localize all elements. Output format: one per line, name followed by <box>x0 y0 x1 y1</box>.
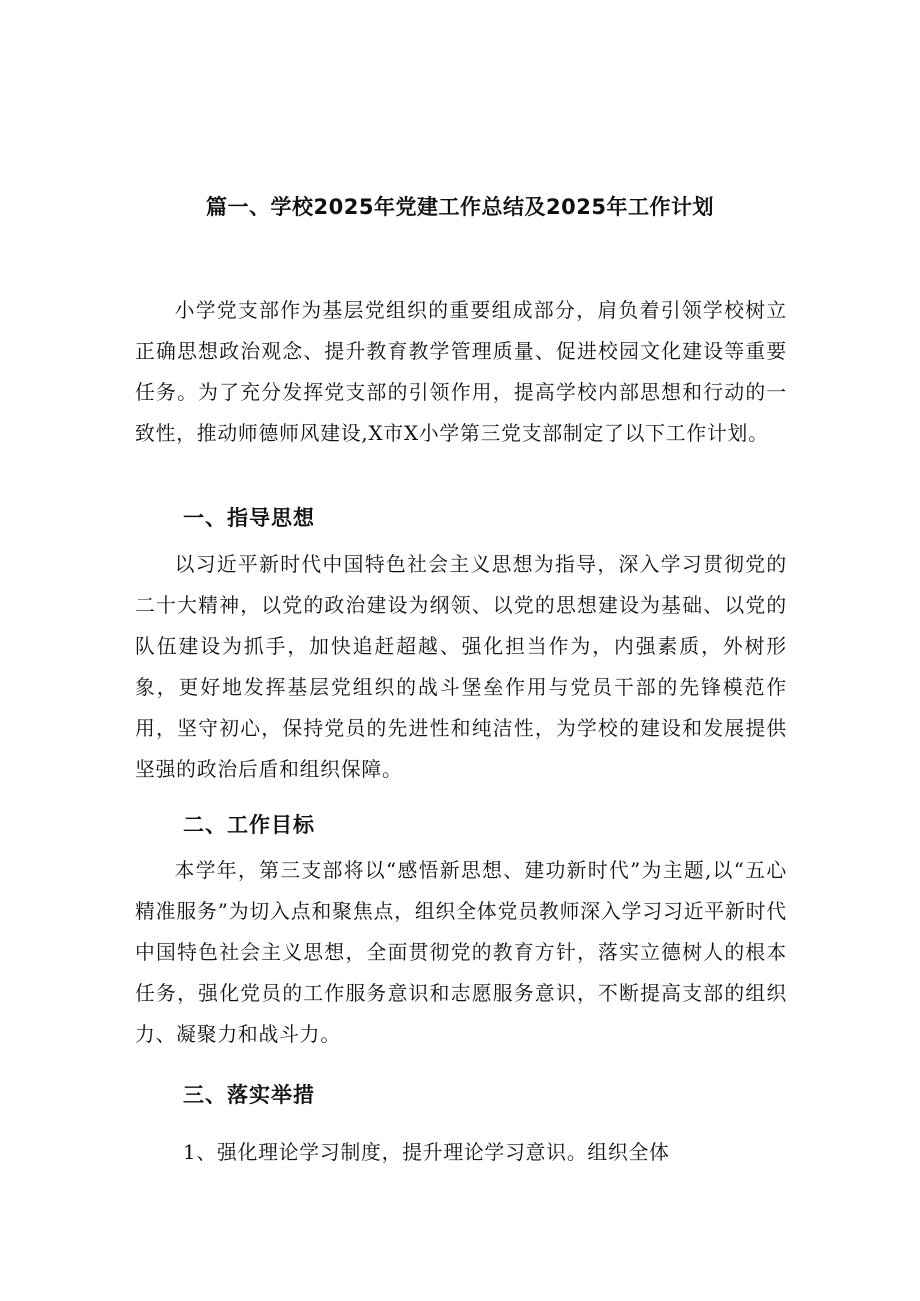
intro-paragraph: 小学党支部作为基层党组织的重要组成部分，肩负着引领学校树立正确思想政治观念、提升教育教学管理质量、促进校园文化建设等重要任务。为了充分发挥党支部的引领作用，提高学校内部思想和行动的一致性，推动师德师风建设,X市X小学第三党支部制定了以下工作计划。 <box>135 299 787 445</box>
section-body-work-goals: 本学年，第三支部将以“感悟新思想、建功新时代”为主题,以“五心精准服务”为切入点和聚焦点，组织全体党员教师深入学习习近平新时代中国特色社会主义思想，全面贯彻党的教育方针，落实立德树人的根本任务，强化党员的工作服务意识和志愿服务意识，不断提高支部的组织力、凝聚力和战斗力。 <box>135 859 787 1046</box>
section-body-implementation-measures: 1、强化理论学习制度，提升理论学习意识。组织全体 <box>183 1141 670 1164</box>
section-heading-work-goals: 二、工作目标 <box>183 813 315 837</box>
section-heading-implementation-measures: 三、落实举措 <box>183 1083 315 1107</box>
document-title: 篇一、学校2025年党建工作总结及2025年工作计划 <box>206 195 714 220</box>
section-body-guiding-ideology: 以习近平新时代中国特色社会主义思想为指导，深入学习贯彻党的二十大精神，以党的政治建设为纲领、以党的思想建设为基础、以党的队伍建设为抓手，加快追赶超越、强化担当作为，内强素质，外树形象，更好地发挥基层党组织的战斗堡垒作用与党员干部的先锋模范作用，坚守初心，保持党员的先进性和纯洁性，为学校的建设和发展提供坚强的政治后盾和组织保障。 <box>135 553 787 781</box>
section-heading-guiding-ideology: 一、指导思想 <box>183 506 315 530</box>
